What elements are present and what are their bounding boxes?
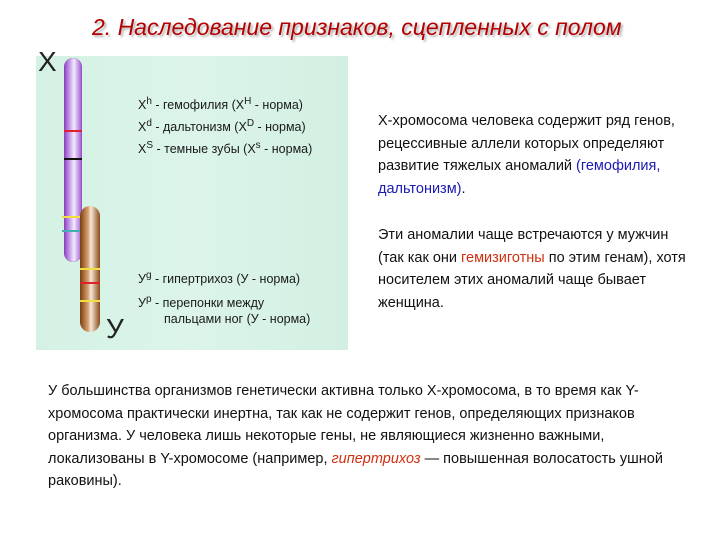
y-band-yellow-2 <box>80 300 100 302</box>
paragraph-anomalies: Эти аномалии чаще встречаются у мужчин (так как они гемизиготны по этим генам), хотя носителем этих аномалий чаще бывает женщина. <box>378 227 686 311</box>
highlight-anomalies: (гемофилия, дальтонизм) <box>378 158 661 197</box>
y-band-yellow <box>80 268 100 270</box>
page-title: 2. Наследование признаков, сцепленных с полом <box>92 14 622 40</box>
y-chromosome <box>80 206 100 332</box>
x-chromosome-label: Х <box>38 46 57 77</box>
paragraph-y-chromosome: У большинства организмов генетически активна только Х-хромосома, в то время как Y-хромосома практически инертна, так как не содержит генов, определяющих признаков организма. У человека лишь некоторые гены, не являющиеся жизненно важными, локализованы в Y-хромосоме (например, гипертрихоз — повышенная волосатость ушной раковины). <box>48 383 663 489</box>
gene-webbed-toes: $У^p$ - перепонки между <box>138 294 265 311</box>
gene-daltonism: $X^d$ - дальтонизм ($X^D$ - норма) <box>138 118 306 135</box>
gene-dark-teeth: $X^S$ - темные зубы ($X^s$ - норма) <box>138 140 313 157</box>
highlight-hypertrichosis: гипертрихоз <box>331 450 421 467</box>
x-band-red <box>64 130 82 132</box>
highlight-hemizygous: гемизиготны <box>461 249 545 266</box>
gene-hypertrichosis: $У^g$ - гипертрихоз (У - норма) <box>138 270 301 287</box>
y-chromosome-label: У <box>106 313 124 344</box>
y-band-red <box>80 282 100 284</box>
x-band-black <box>64 158 82 160</box>
gene-hemophilia: $X^h$ - гемофилия ($X^H$ - норма) <box>138 96 303 113</box>
gene-webbed-toes-cont: пальцами ног (У - норма) <box>164 312 311 326</box>
paragraph-x-chromosome: Х-хромосома человека содержит ряд генов, рецессивные аллели которых определяют развитие тяжелых аномалий (гемофилия, дальтонизм). <box>378 113 675 197</box>
